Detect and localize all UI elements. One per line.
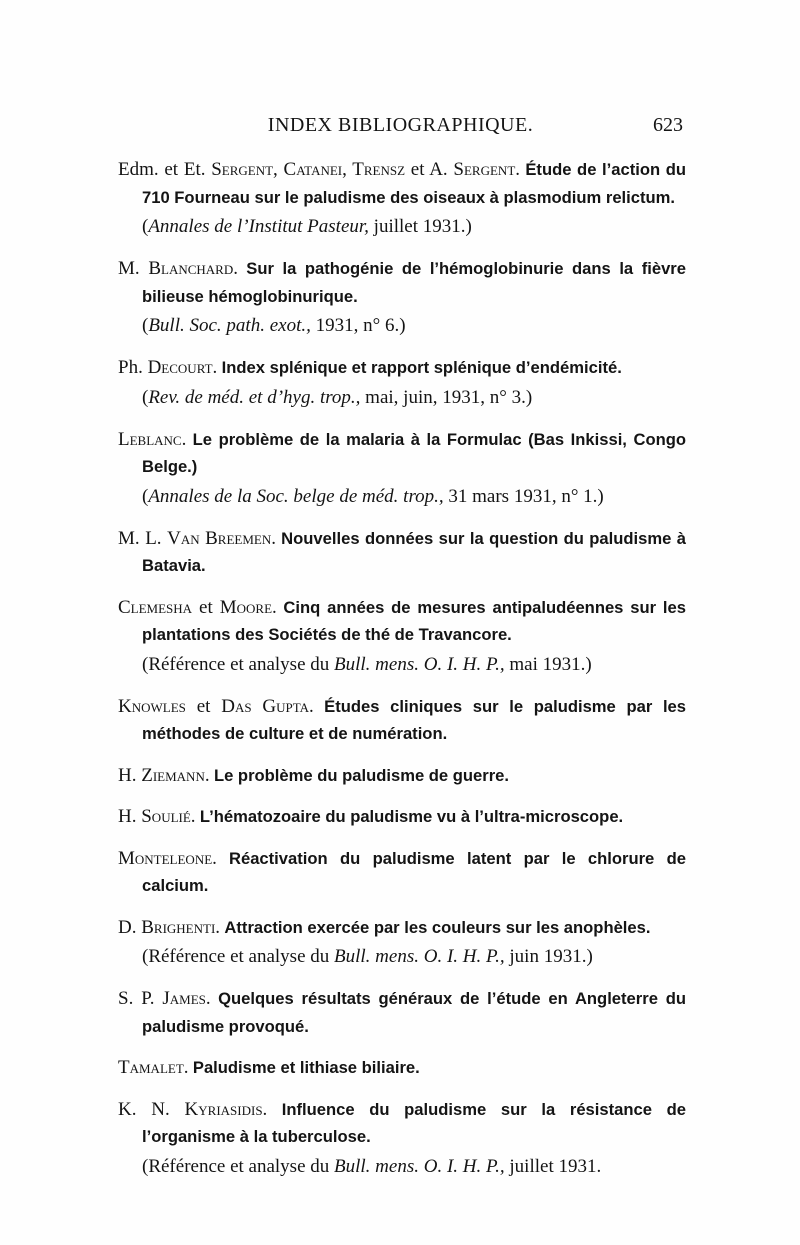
reference-part: Annales de l’Institut Pasteur, <box>148 216 369 237</box>
page-header <box>118 114 683 144</box>
author-part: Decourt. <box>147 357 218 378</box>
author-part: Clemesha <box>118 596 193 618</box>
bibliography-entry <box>118 1096 686 1181</box>
reference-part: 31 mars 1931, n° 1.) <box>443 485 604 507</box>
entry-author <box>118 765 210 786</box>
bibliography-entry <box>118 156 686 241</box>
reference-part: juillet 1931. <box>504 1155 602 1177</box>
author-part: Knowles <box>118 695 186 717</box>
entry-title: Le problème de la malaria à la Formulac (Bas Inkissi, Congo Belge.) <box>142 429 686 476</box>
entry-citation <box>118 426 686 481</box>
bibliography-entry <box>118 762 686 790</box>
reference-part: (Référence et analyse du <box>142 1155 335 1177</box>
bibliography-entry <box>118 803 686 831</box>
entry-citation <box>118 255 686 310</box>
reference-part: Rev. de méd. et d’hyg. trop., <box>148 386 361 408</box>
entry-citation <box>118 525 686 580</box>
entry-author <box>118 806 196 827</box>
reference-part: juin 1931.) <box>504 946 593 967</box>
entry-author <box>118 357 217 378</box>
author-part: D. <box>118 916 142 938</box>
author-part: Moore. <box>219 596 277 618</box>
entry-title: Attraction exercée par les couleurs sur les anophèles. <box>224 917 651 937</box>
reference-part: Bull. mens. O. I. H. P., <box>334 1155 505 1177</box>
author-part: Tamalet. <box>118 1057 189 1078</box>
entry-title: Paludisme et lithiase biliaire. <box>192 1058 420 1077</box>
author-part: Soulié. <box>141 806 196 827</box>
bibliography-entry <box>118 255 686 340</box>
entry-citation <box>118 845 686 900</box>
author-part: Kyriasidis. <box>184 1098 268 1120</box>
entry-citation <box>118 803 686 831</box>
reference-part: mai, juin, 1931, n° 3.) <box>360 386 533 408</box>
author-part: H. <box>118 764 142 786</box>
entry-title: Cinq années de mesures antipaludéennes sur les plantations des Sociétés de thé de Travancore. <box>142 597 687 644</box>
entry-reference <box>118 312 686 340</box>
author-part: et <box>185 695 222 717</box>
reference-part: mai 1931.) <box>504 653 592 675</box>
reference-part: Bull. Soc. path. exot., <box>148 315 311 336</box>
bibliography-entry <box>118 985 686 1040</box>
author-part: Sergent, Catanei, Trensz <box>211 159 406 180</box>
bibliography-entry <box>118 354 686 412</box>
entry-citation <box>118 693 686 748</box>
page-number: 623 <box>653 114 683 136</box>
entry-title: Le problème du paludisme de guerre. <box>213 765 510 785</box>
author-part: K. N. <box>118 1098 185 1120</box>
author-part: Leblanc. <box>118 428 187 450</box>
author-part: H. <box>118 806 142 827</box>
entry-title: Sur la pathogénie de l’hémoglobinurie dans la fièvre bilieuse hémoglobinurique. <box>142 259 686 306</box>
reference-part: Bull. mens. O. I. H. P., <box>334 653 505 675</box>
entry-author <box>118 159 520 180</box>
author-part: Sergent. <box>453 159 521 180</box>
bibliography-entry <box>118 594 686 679</box>
author-part: et <box>192 596 220 618</box>
entry-author <box>118 1099 267 1120</box>
entry-author <box>118 917 220 938</box>
entry-author <box>118 696 314 717</box>
reference-part: (Référence et analyse du <box>142 653 335 675</box>
entry-title: Étude de l’action du 710 Fourneau sur le paludisme des oiseaux à plasmodium relictum. <box>142 160 686 207</box>
entry-reference <box>118 1153 686 1181</box>
entry-reference <box>118 213 686 241</box>
entry-author <box>118 1057 189 1078</box>
author-part: Edm. et Et. <box>118 159 212 180</box>
entry-reference <box>118 483 686 511</box>
entry-title: Réactivation du paludisme latent par le chlorure de calcium. <box>142 848 686 895</box>
bibliography-entry <box>118 426 686 511</box>
entry-citation <box>118 985 686 1040</box>
author-part: S. P. <box>118 988 163 1009</box>
entry-citation <box>118 354 686 382</box>
entry-title: Études cliniques sur le paludisme par les méthodes de culture et de numération. <box>142 696 687 743</box>
author-part: Das Gupta. <box>221 695 314 717</box>
author-part: Brighenti. <box>141 916 221 938</box>
entry-author <box>118 848 217 869</box>
reference-part: (Référence et analyse du <box>142 946 335 967</box>
bibliography-entry <box>118 525 686 580</box>
author-part: Ziemann. <box>141 764 210 786</box>
reference-part: juillet 1931.) <box>368 216 472 237</box>
entry-citation <box>118 1096 686 1151</box>
author-part: et A. <box>405 159 454 180</box>
reference-part: ( <box>142 485 149 507</box>
entry-author <box>118 597 277 618</box>
entry-citation <box>118 1054 686 1082</box>
author-part: Monteleone. <box>118 847 217 869</box>
bibliography-entry <box>118 845 686 900</box>
entry-title: Influence du paludisme sur la résistance de l’organisme à la tuberculose. <box>142 1099 686 1146</box>
entry-reference <box>118 384 686 412</box>
reference-part: ( <box>142 216 149 237</box>
entry-citation <box>118 914 686 942</box>
entry-title: Index splénique et rapport splénique d’endémicité. <box>221 358 622 377</box>
reference-part: 1931, n° 6.) <box>310 315 406 336</box>
author-part: M. <box>118 258 149 279</box>
author-part: Ph. <box>118 357 148 378</box>
bibliography-list <box>118 156 686 1195</box>
reference-part: Annales de la Soc. belge de méd. trop., <box>148 485 444 507</box>
entry-citation <box>118 156 686 211</box>
author-part: James. <box>162 988 211 1009</box>
entry-reference <box>118 651 686 679</box>
entry-title: L’hématozoaire du paludisme vu à l’ultra-microscope. <box>199 807 624 826</box>
entry-author <box>118 528 276 549</box>
bibliography-entry <box>118 914 686 972</box>
running-title: INDEX BIBLIOGRAPHIQUE. <box>267 114 534 136</box>
entry-title: Nouvelles données sur la question du paludisme à Batavia. <box>142 528 687 575</box>
entry-author <box>118 258 238 279</box>
reference-part: ( <box>142 315 149 336</box>
author-part: M. L. <box>118 527 168 549</box>
bibliography-entry <box>118 1054 686 1082</box>
author-part: Van Breemen. <box>167 527 277 549</box>
entry-reference <box>118 943 686 971</box>
entry-citation <box>118 594 686 649</box>
entry-author <box>118 429 186 450</box>
entry-title: Quelques résultats généraux de l’étude en Angleterre du paludisme provoqué. <box>142 989 686 1036</box>
entry-author <box>118 988 211 1009</box>
entry-citation <box>118 762 686 790</box>
bibliography-entry <box>118 693 686 748</box>
author-part: Blanchard. <box>148 258 238 279</box>
reference-part: ( <box>142 386 149 408</box>
reference-part: Bull. mens. O. I. H. P., <box>334 946 505 967</box>
